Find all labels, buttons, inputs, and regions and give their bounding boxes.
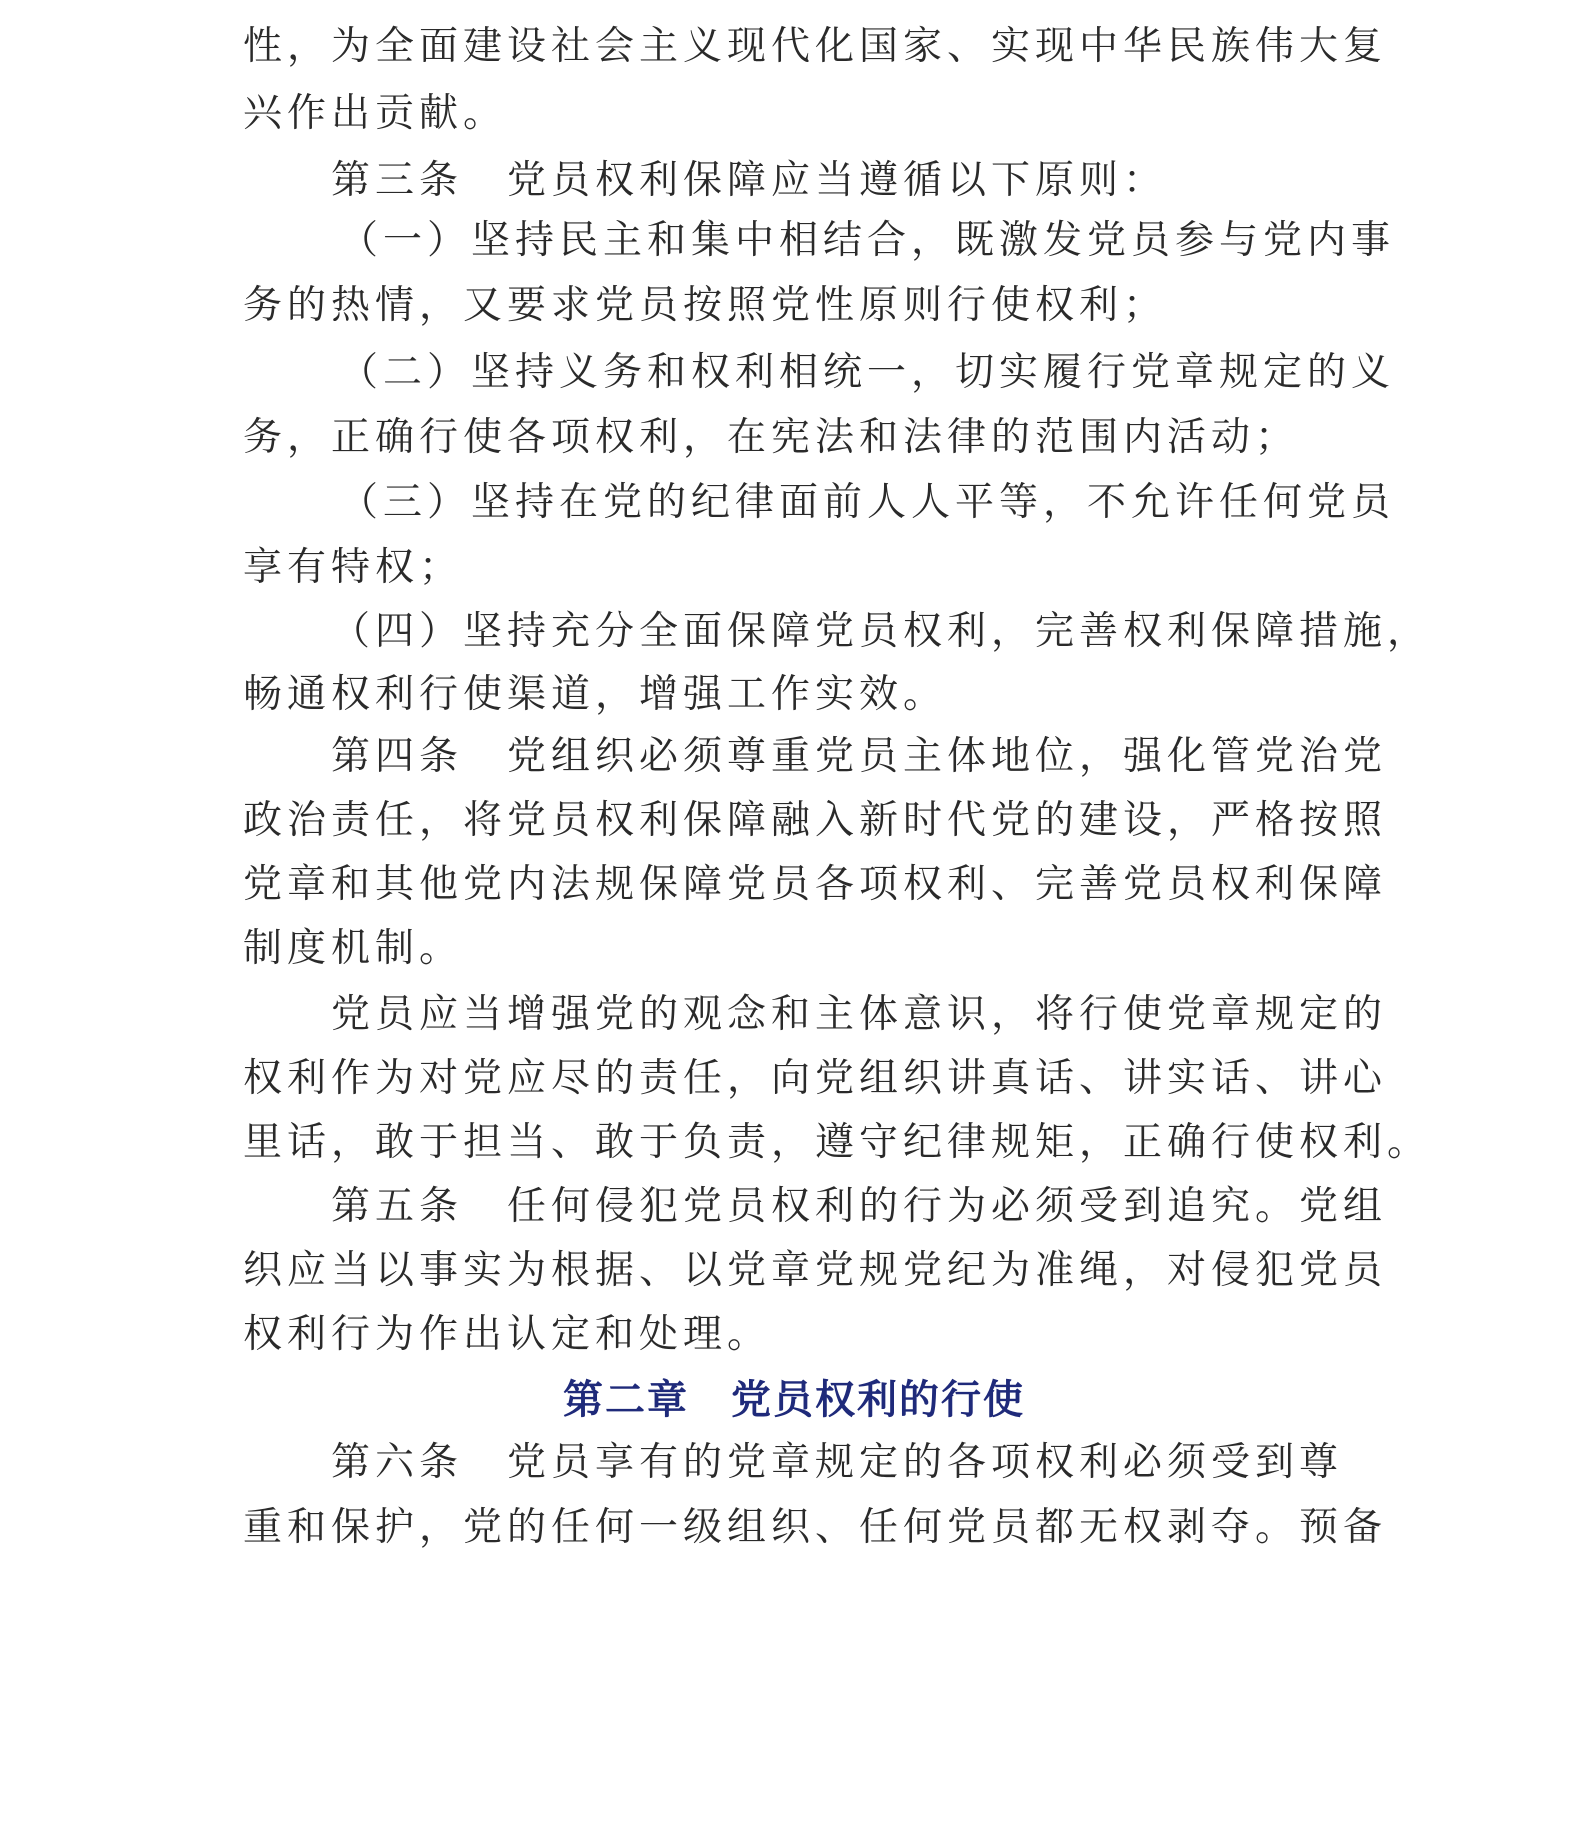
text-line: 性，为全面建设社会主义现代化国家、实现中华民族伟大复 <box>243 24 1388 69</box>
principle-3: （三）坚持在党的纪律面前人人平等，不允许任何党员 <box>339 480 1396 525</box>
article-5-title: 第五条 任何侵犯党员权利的行为必须受到追究。党组 <box>331 1184 1388 1229</box>
text-line: 重和保护，党的任何一级组织、任何党员都无权剥夺。预备 <box>243 1505 1388 1550</box>
text-line: 权利行为作出认定和处理。 <box>243 1312 772 1357</box>
article-4-title: 第四条 党组织必须尊重党员主体地位，强化管党治党 <box>331 734 1388 779</box>
text-line: 织应当以事实为根据、以党章党规党纪为准绳，对侵犯党员 <box>243 1248 1388 1293</box>
text-line: 享有特权； <box>243 545 464 590</box>
chapter-heading: 第二章 党员权利的行使 <box>563 1377 1025 1423</box>
text-line: 党章和其他党内法规保障党员各项权利、完善党员权利保障 <box>243 862 1388 907</box>
text-line: 兴作出贡献。 <box>243 91 508 136</box>
principle-4: （四）坚持充分全面保障党员权利，完善权利保障措施， <box>331 609 1432 654</box>
paragraph-start: 党员应当增强党的观念和主体意识，将行使党章规定的 <box>331 992 1388 1037</box>
text-line: 务，正确行使各项权利，在宪法和法律的范围内活动； <box>243 415 1300 460</box>
text-line: 制度机制。 <box>243 926 464 971</box>
article-6-title: 第六条 党员享有的党章规定的各项权利必须受到尊 <box>331 1440 1344 1485</box>
text-line: 政治责任，将党员权利保障融入新时代党的建设，严格按照 <box>243 798 1388 843</box>
text-line: 畅通权利行使渠道，增强工作实效。 <box>243 672 948 717</box>
principle-1: （一）坚持民主和集中相结合，既激发党员参与党内事 <box>339 218 1396 263</box>
article-3-title: 第三条 党员权利保障应当遵循以下原则： <box>331 158 1168 203</box>
principle-2: （二）坚持义务和权利相统一，切实履行党章规定的义 <box>339 350 1396 395</box>
text-line: 权利作为对党应尽的责任，向党组织讲真话、讲实话、讲心 <box>243 1056 1388 1101</box>
text-line: 务的热情，又要求党员按照党性原则行使权利； <box>243 283 1168 328</box>
text-line: 里话，敢于担当、敢于负责，遵守纪律规矩，正确行使权利。 <box>243 1120 1432 1165</box>
